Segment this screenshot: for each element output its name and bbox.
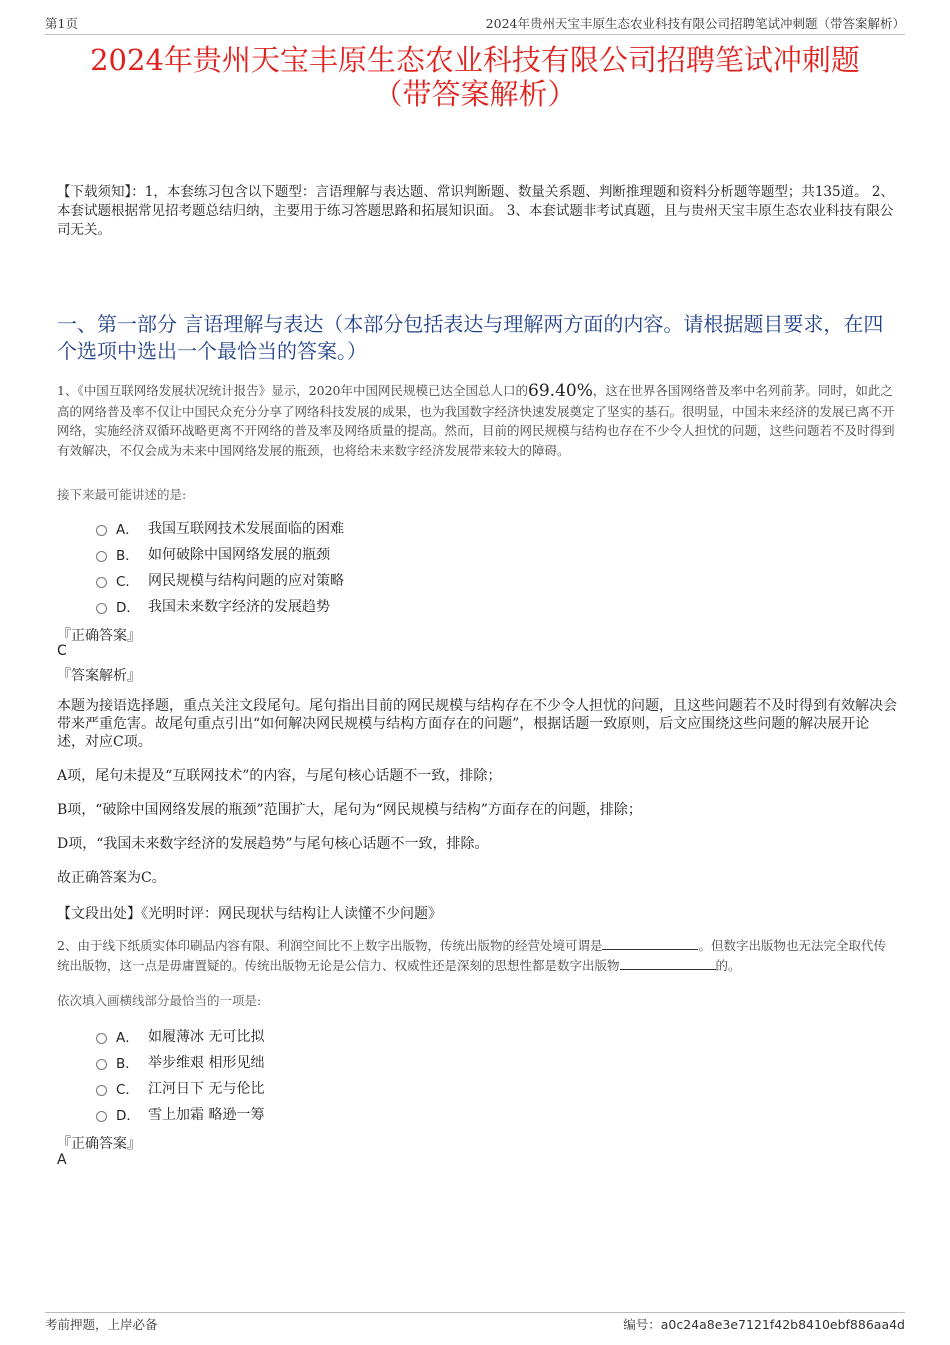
q1-options — [96, 515, 344, 619]
title-line-1: 2024年贵州天宝丰原生态农业科技有限公司招聘笔试冲刺题 — [90, 43, 860, 77]
download-notice: 【下载须知】：1，本套练习包含以下题型：言语理解与表达题、常识判断题、数量关系题、判断推理题和资料分析题等题型；共135道。 2、本套试题根据常见招考题总结归纳，主要用于练习答题思路和拓展知识面。 3、本套试题非考试真题，且与贵州天宝丰原生态农业科技有限公司无关。 — [57, 184, 894, 238]
q1-analysis-para-1: 本题为接语选择题，重点关注文段尾句。尾句指出目前的网民规模与结构存在不少令人担忧的问题，且这些问题若不及时得到有效解决会带来严重危害。故尾句重点引出“如何解决网民规模与结构方面存在的问题”，根据话题一致原则，后文应围绕这些问题的解决展开论述，对应C项。 — [57, 698, 897, 750]
radio-icon[interactable] — [96, 1111, 107, 1122]
q1-text-a: 1、《中国互联网络发展状况统计报告》显示，2020年中国网民规模已达全国总人口的 — [57, 383, 529, 398]
q1-answer-label: 『正确答案』 — [57, 628, 141, 644]
q1-analysis-para-3: B项，“破除中国网络发展的瓶颈”范围扩大，尾句为“网民规模与结构”方面存在的问题，排除； — [57, 802, 642, 818]
section-heading: 一、第一部分 言语理解与表达（本部分包括表达与理解两方面的内容。请根据题目要求，在四个选项中选出一个最恰当的答案。） — [57, 312, 884, 363]
q2-options — [96, 1023, 264, 1127]
q2-option-c[interactable]: C． 江河日下 无与伦比 — [96, 1075, 264, 1101]
q2-text-c: 的。 — [715, 957, 741, 973]
question-2-text — [57, 936, 897, 975]
q1-option-b[interactable]: B． 如何破除中国网络发展的瓶颈 — [96, 541, 344, 567]
page-footer — [45, 1312, 905, 1335]
q2-text-a: 2、由于线下纸质实体印刷品内容有限、利润空间比不上数字出版物，传统出版物的经营处境可谓是 — [57, 938, 603, 953]
radio-icon[interactable] — [96, 1085, 107, 1096]
q1-percentage: 69.40% — [528, 381, 593, 401]
q1-prompt: 接下来最可能讲述的是: — [57, 487, 187, 502]
radio-icon[interactable] — [96, 1033, 107, 1044]
radio-icon[interactable] — [96, 551, 107, 562]
q1-analysis-label: 『答案解析』 — [57, 668, 141, 684]
question-1-text — [57, 381, 897, 460]
q1-analysis-para-5: 故正确答案为C。 — [57, 870, 166, 886]
q2-answer: A — [57, 1152, 67, 1168]
q2-option-b[interactable]: B． 举步维艰 相形见绌 — [96, 1049, 264, 1075]
q1-option-c[interactable]: C． 网民规模与结构问题的应对策略 — [96, 567, 344, 593]
footer-code: 编号：a0c24a8e3e7121f42b8410ebf886aa4d — [623, 1317, 905, 1332]
q2-answer-label: 『正确答案』 — [57, 1136, 141, 1152]
radio-icon[interactable] — [96, 1059, 107, 1070]
q1-text-b: ，这在世界各国网络普及率中名列前茅。同时，如此之高的网络普及率不仅让中国民众充分分享了网络科技发展的成果，也为我国数字经济快速发展奠定了坚实的基石。很明显，中国未来经济的发展已离不开网络，实施经济双循环战略更离不开网络的普及率及网络质量的提高。然而，目前的网民规模与结构也存在不少令人担忧的问题，这些问题若不及时得到有效解决，不仅会成为未来中国网络发展的瓶颈，也将给未来数字经济发展带来较大的障碍。 — [57, 383, 895, 458]
blank-1 — [602, 937, 698, 950]
blank-2 — [620, 957, 716, 970]
radio-icon[interactable] — [96, 525, 107, 536]
q2-option-d[interactable]: D． 雪上加霜 略逊一筹 — [96, 1101, 264, 1127]
page-number: 第1页 — [45, 16, 78, 31]
q1-analysis-para-4: D项，“我国未来数字经济的发展趋势”与尾句核心话题不一致，排除。 — [57, 836, 489, 852]
q1-answer: C — [57, 643, 67, 659]
q1-source: 【文段出处】《光明时评：网民现状与结构让人读懂不少问题》 — [57, 906, 442, 922]
radio-icon[interactable] — [96, 603, 107, 614]
page-header — [45, 14, 905, 35]
radio-icon[interactable] — [96, 577, 107, 588]
header-doc-title: 2024年贵州天宝丰原生态农业科技有限公司招聘笔试冲刺题（带答案解析） — [485, 16, 905, 31]
q1-option-d[interactable]: D． 我国未来数字经济的发展趋势 — [96, 593, 344, 619]
document-title — [0, 43, 950, 111]
q2-text-b: 。但数字出版物也无法完全取代传统出版物，这一点是毋庸置疑的。传统出版物无论是公信力、权威性还是深刻的思想性都是数字出版物 — [57, 938, 886, 973]
title-line-2: （带答案解析） — [373, 77, 577, 111]
q2-option-a[interactable]: A． 如履薄冰 无可比拟 — [96, 1023, 264, 1049]
q1-analysis-para-2: A项，尾句未提及“互联网技术”的内容，与尾句核心话题不一致，排除； — [57, 768, 502, 784]
footer-slogan: 考前押题，上岸必备 — [45, 1317, 158, 1332]
q1-option-a[interactable]: A． 我国互联网技术发展面临的困难 — [96, 515, 344, 541]
q2-prompt: 依次填入画横线部分最恰当的一项是: — [57, 993, 262, 1008]
